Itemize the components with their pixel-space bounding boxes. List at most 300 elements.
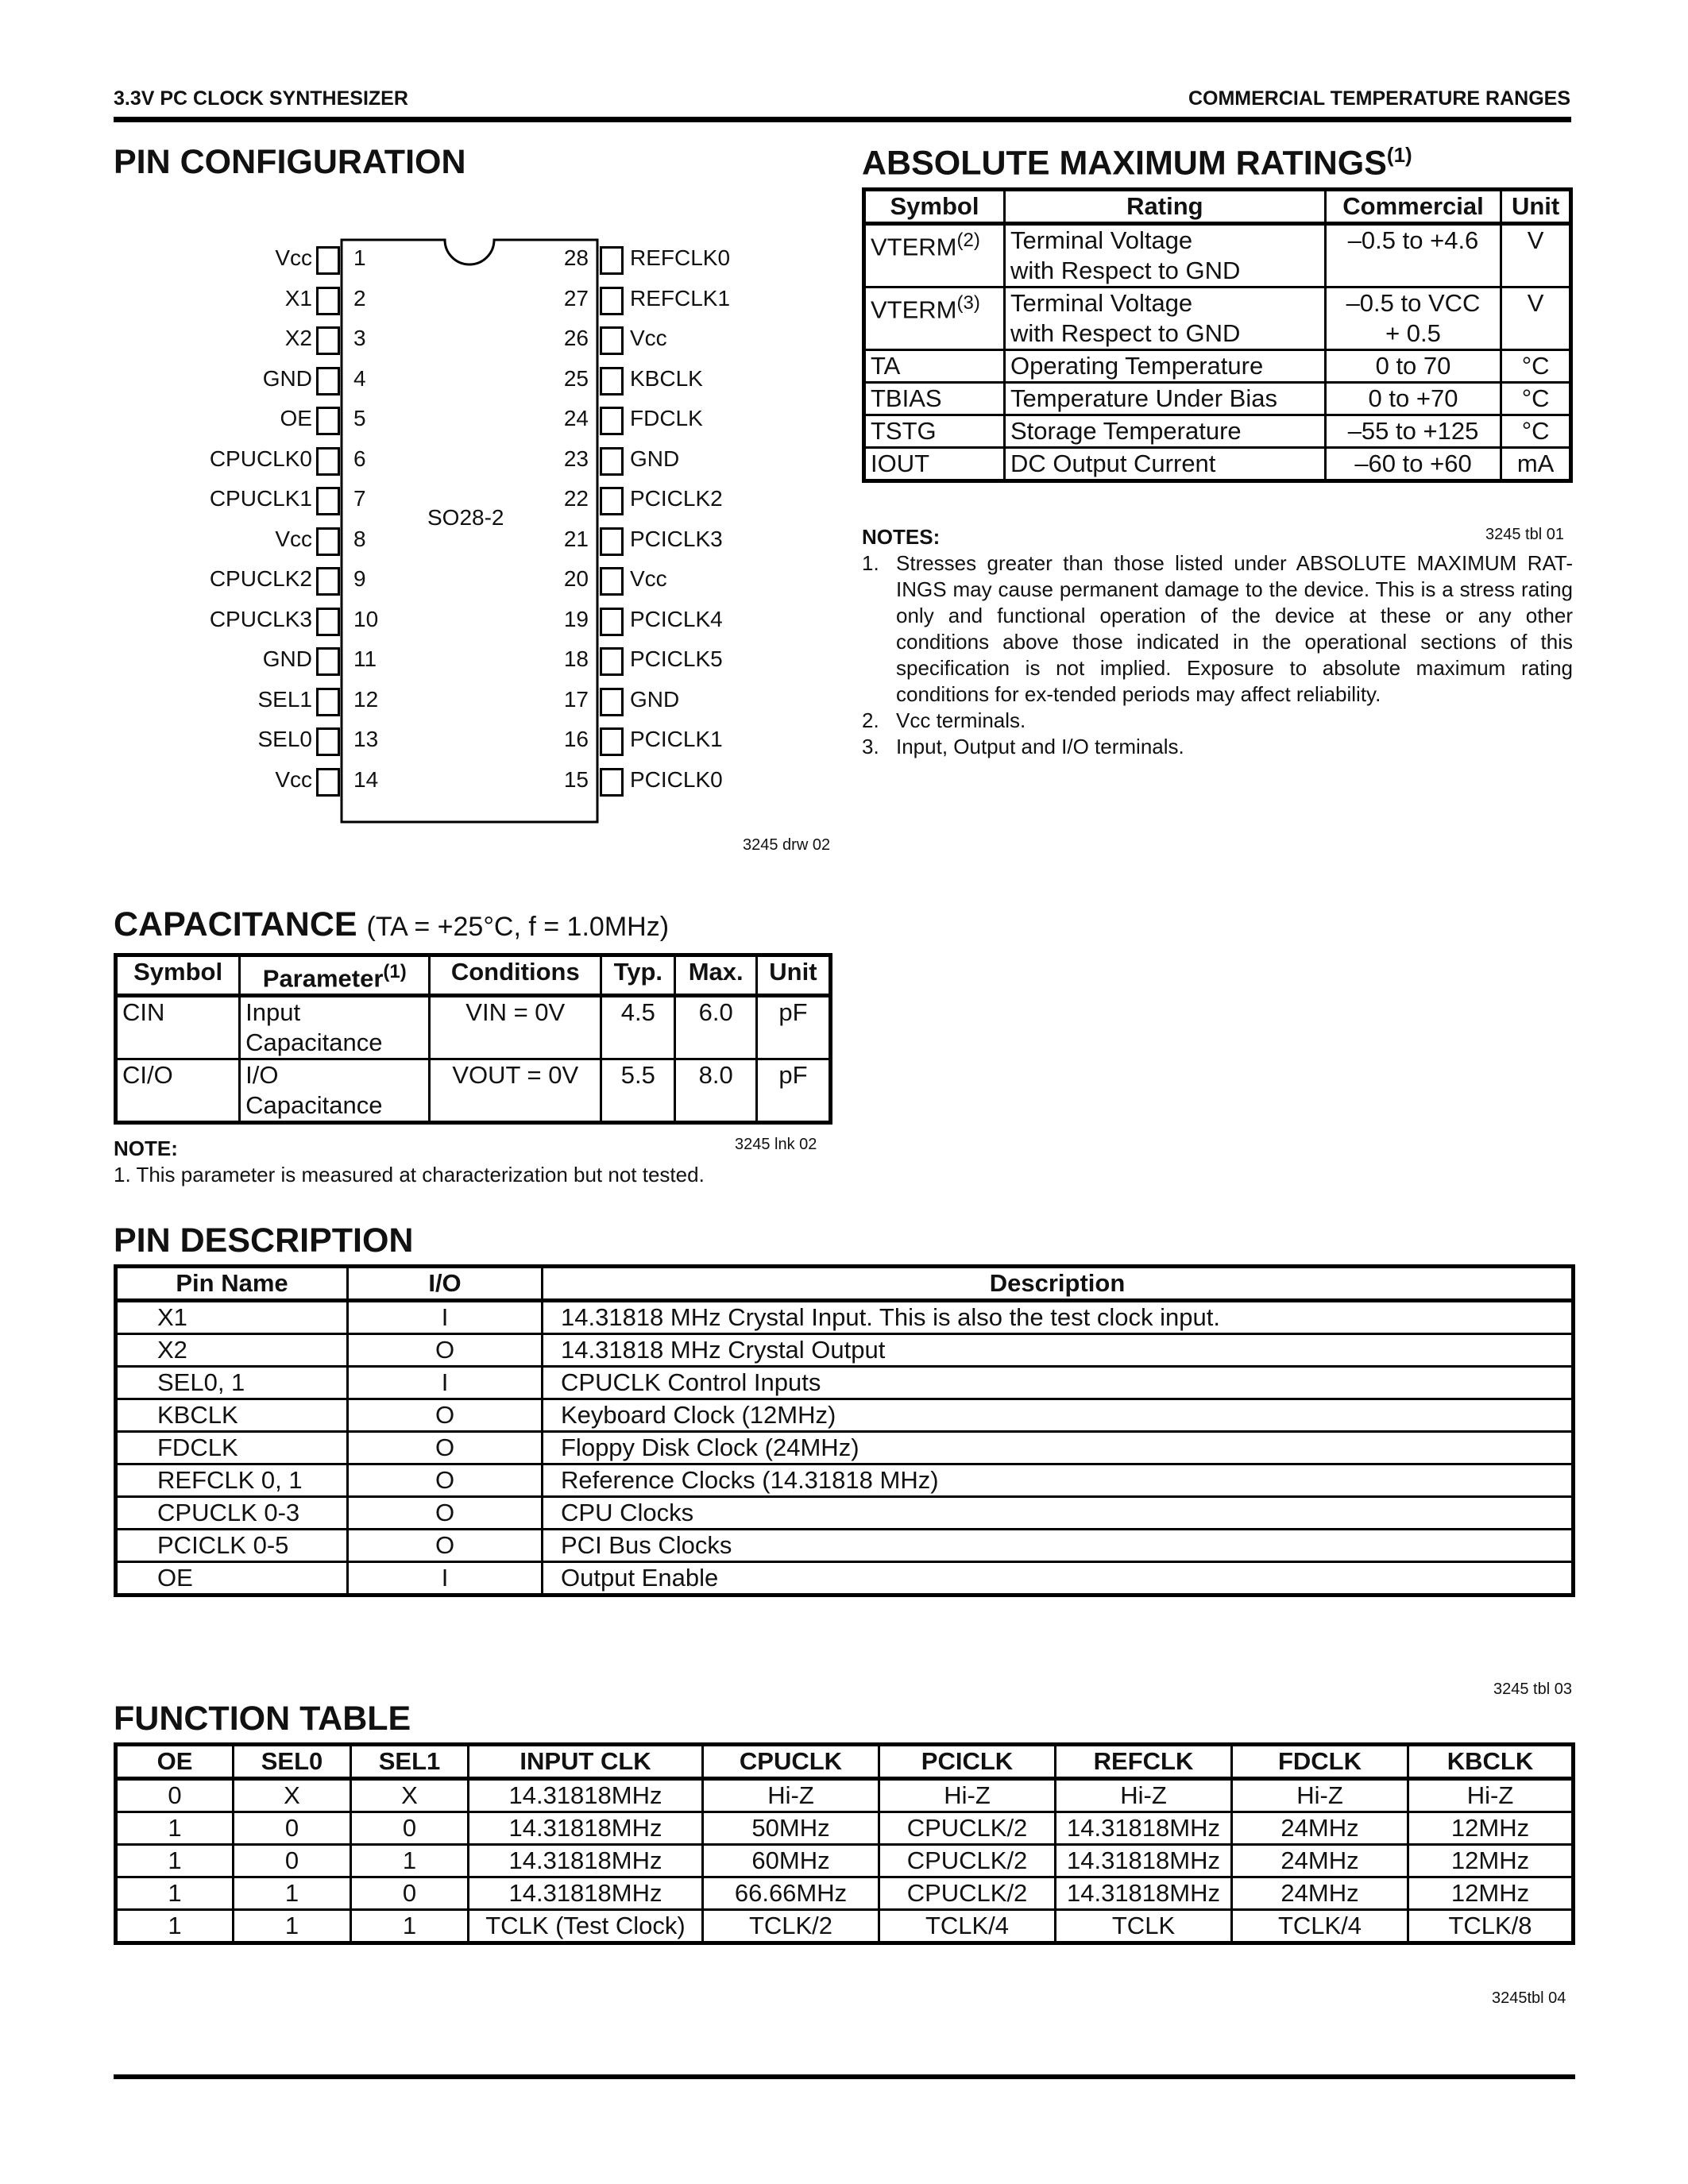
package-label: SO28-2	[427, 505, 504, 530]
pin-name: PCICLK2	[630, 486, 723, 511]
pin-box	[600, 407, 624, 435]
pin-name-cell: PCICLK 0-5	[116, 1530, 348, 1562]
func-cell: 12MHz	[1408, 1845, 1574, 1877]
func-cell: 1	[234, 1877, 351, 1910]
description-cell: Reference Clocks (14.31818 MHz)	[543, 1464, 1574, 1497]
pin-number: 10	[353, 606, 379, 631]
pin-box	[600, 608, 624, 636]
abs-max-table	[862, 187, 1573, 483]
io-cell: I	[348, 1367, 543, 1399]
table-row	[116, 1301, 1574, 1334]
pin-number: 2	[353, 285, 366, 311]
pin-number: 3	[353, 326, 366, 350]
cap-header-text: Unit	[769, 958, 817, 986]
pin-name: CPUCLK1	[209, 486, 312, 511]
func-cell: 1	[234, 1910, 351, 1943]
pin-box	[600, 367, 624, 396]
value: –0.5 to VCC	[1346, 289, 1481, 317]
unit-cell: V	[1501, 224, 1571, 287]
rating: Temperature Under Bias	[1010, 384, 1277, 412]
func-cell: 12MHz	[1408, 1877, 1574, 1910]
symbol-sup: (2)	[956, 230, 980, 251]
abs-max-header: Rating	[1004, 190, 1325, 224]
pin-box	[316, 608, 340, 636]
io-cell: O	[348, 1432, 543, 1464]
param-line2: Capacitance	[245, 1091, 383, 1120]
unit-cell: °C	[1501, 383, 1571, 415]
func-cell: 66.66MHz	[703, 1877, 879, 1910]
func-cell: Hi-Z	[1232, 1779, 1408, 1812]
func-cell: 1	[116, 1877, 234, 1910]
value-cell	[1325, 224, 1501, 287]
pin-box	[316, 246, 340, 275]
symbol-cell	[864, 448, 1005, 481]
func-cell: CPUCLK/2	[879, 1812, 1056, 1845]
table-row	[116, 1399, 1574, 1432]
cap-header	[756, 955, 830, 996]
pin-box	[600, 287, 624, 315]
table-row	[864, 224, 1571, 287]
symbol: TA	[871, 352, 901, 380]
table-row	[116, 1812, 1574, 1845]
header-right: COMMERCIAL TEMPERATURE RANGES	[1188, 87, 1570, 110]
pin-name: PCICLK0	[630, 766, 723, 792]
pin-name-cell: X2	[116, 1334, 348, 1367]
table-row	[864, 350, 1571, 383]
rating: Terminal Voltage	[1010, 289, 1193, 317]
symbol: VTERM	[871, 233, 957, 261]
pin-number: 28	[563, 245, 589, 270]
table-row	[116, 996, 831, 1059]
func-cell: 50MHz	[703, 1812, 879, 1845]
func-cell: 1	[116, 1812, 234, 1845]
func-table	[114, 1742, 1575, 1945]
io-cell: I	[348, 1301, 543, 1334]
pin-number: 12	[353, 686, 379, 712]
table-row	[116, 1845, 1574, 1877]
symbol: VTERM	[871, 295, 957, 324]
table-row	[116, 1910, 1574, 1943]
table-row	[116, 1059, 831, 1123]
note-item	[862, 550, 1573, 708]
rating-line2: with Respect to GND	[1010, 319, 1241, 347]
value: –55 to +125	[1347, 417, 1479, 445]
cap-note-title: NOTE:	[114, 1136, 178, 1160]
func-cell: 24MHz	[1232, 1845, 1408, 1877]
pin-config-title: PIN CONFIGURATION	[114, 143, 466, 181]
pin-name-cell: KBCLK	[116, 1399, 348, 1432]
table-row	[116, 1464, 1574, 1497]
pin-box	[316, 688, 340, 716]
note-number: 2.	[862, 708, 879, 732]
pin-desc-ref: 3245 tbl 03	[1493, 1680, 1572, 1698]
max-cell: 6.0	[675, 996, 756, 1059]
pin-name: FDCLK	[630, 406, 703, 430]
func-cell: CPUCLK/2	[879, 1845, 1056, 1877]
param: I/O	[245, 1061, 279, 1090]
pin-desc-title: PIN DESCRIPTION	[114, 1221, 414, 1260]
pin-name: Vcc	[630, 326, 667, 350]
pin-name: PCICLK3	[630, 526, 723, 551]
pin-name: GND	[262, 646, 312, 671]
value: 0 to +70	[1368, 384, 1458, 412]
rating-cell	[1004, 448, 1325, 481]
symbol: TBIAS	[871, 384, 942, 412]
value-cell	[1325, 287, 1501, 350]
note-number: 1.	[862, 551, 879, 575]
cond-cell: VIN = 0V	[430, 996, 601, 1059]
pin-number: 11	[353, 646, 377, 671]
io-cell: O	[348, 1334, 543, 1367]
note-item	[862, 734, 1573, 760]
description-cell: Floppy Disk Clock (24MHz)	[543, 1432, 1574, 1464]
pin-box	[600, 487, 624, 515]
description-cell: Output Enable	[543, 1562, 1574, 1596]
description-cell: PCI Bus Clocks	[543, 1530, 1574, 1562]
table-row	[116, 1530, 1574, 1562]
cap-header	[601, 955, 675, 996]
func-cell: 14.31818MHz	[469, 1845, 703, 1877]
rating: Storage Temperature	[1010, 417, 1242, 445]
table-row	[864, 415, 1571, 448]
func-cell: 60MHz	[703, 1845, 879, 1877]
pin-name: X2	[284, 326, 312, 350]
table-row	[864, 287, 1571, 350]
pin-name: Vcc	[275, 245, 312, 270]
func-header: INPUT CLK	[469, 1745, 703, 1779]
pin-name: OE	[280, 406, 312, 430]
abs-max-notes	[862, 524, 1573, 760]
table-row	[116, 1562, 1574, 1596]
header-rule	[114, 117, 1571, 122]
func-cell: TCLK (Test Clock)	[469, 1910, 703, 1943]
pin-name-cell: SEL0, 1	[116, 1367, 348, 1399]
table-row	[864, 448, 1571, 481]
rating: Operating Temperature	[1010, 352, 1264, 380]
pin-name-cell: CPUCLK 0-3	[116, 1497, 348, 1530]
pin-number: 19	[563, 606, 589, 631]
pin-box	[316, 326, 340, 355]
func-cell: 24MHz	[1232, 1812, 1408, 1845]
func-table-ref: 3245tbl 04	[1492, 1989, 1566, 2007]
pin-number: 16	[563, 727, 589, 751]
pin-name: CPUCLK0	[209, 446, 312, 471]
func-header: SEL0	[234, 1745, 351, 1779]
func-cell: X	[351, 1779, 469, 1812]
pin-name: KBCLK	[630, 365, 703, 391]
func-cell: Hi-Z	[879, 1779, 1056, 1812]
io-cell: O	[348, 1530, 543, 1562]
table-row	[116, 1497, 1574, 1530]
table-row	[116, 1334, 1574, 1367]
pin-box	[600, 326, 624, 355]
pin-number: 13	[353, 727, 379, 751]
cond-cell: VOUT = 0V	[430, 1059, 601, 1123]
pin-name: PCICLK5	[630, 646, 723, 671]
func-cell: 0	[234, 1812, 351, 1845]
cap-header	[116, 955, 240, 996]
func-cell: Hi-Z	[1056, 1779, 1232, 1812]
notes-title: NOTES:	[862, 525, 941, 549]
cap-header	[675, 955, 756, 996]
pin-number: 27	[563, 285, 589, 311]
pin-box	[600, 246, 624, 275]
pin-name: GND	[262, 365, 312, 391]
value-line2: + 0.5	[1385, 319, 1441, 347]
rating: DC Output Current	[1010, 450, 1216, 477]
value: 0 to 70	[1375, 352, 1451, 380]
pin-number: 15	[563, 766, 589, 792]
pin-desc-header: Description	[543, 1267, 1574, 1301]
pin-name: Vcc	[275, 526, 312, 551]
description-cell: CPU Clocks	[543, 1497, 1574, 1530]
func-cell: TCLK/4	[1232, 1910, 1408, 1943]
func-cell: TCLK/8	[1408, 1910, 1574, 1943]
func-cell: 0	[351, 1812, 469, 1845]
func-cell: 1	[351, 1845, 469, 1877]
value-cell	[1325, 448, 1501, 481]
param-cell	[240, 1059, 430, 1123]
func-cell: 12MHz	[1408, 1812, 1574, 1845]
unit-cell: mA	[1501, 448, 1571, 481]
func-cell: TCLK	[1056, 1910, 1232, 1943]
pin-box	[600, 647, 624, 676]
func-cell: Hi-Z	[703, 1779, 879, 1812]
pin-box	[316, 367, 340, 396]
rating-cell	[1004, 287, 1325, 350]
pin-box	[316, 768, 340, 797]
cap-note-text: 1. This parameter is measured at characterization but not tested.	[114, 1163, 705, 1187]
pin-number: 14	[353, 766, 379, 792]
func-cell: 1	[116, 1845, 234, 1877]
description-cell: 14.31818 MHz Crystal Input. This is also the test clock input.	[543, 1301, 1574, 1334]
symbol-cell	[864, 224, 1005, 287]
table-row	[864, 383, 1571, 415]
func-header: KBCLK	[1408, 1745, 1574, 1779]
func-cell: X	[234, 1779, 351, 1812]
pin-name: PCICLK1	[630, 727, 723, 751]
typ-cell: 4.5	[601, 996, 675, 1059]
func-cell: 14.31818MHz	[1056, 1845, 1232, 1877]
pin-box	[600, 727, 624, 756]
description-cell: CPUCLK Control Inputs	[543, 1367, 1574, 1399]
io-cell: O	[348, 1464, 543, 1497]
unit-cell: °C	[1501, 415, 1571, 448]
func-header: OE	[116, 1745, 234, 1779]
pin-box	[600, 527, 624, 556]
value-cell	[1325, 383, 1501, 415]
symbol-cell	[864, 350, 1005, 383]
pin-number: 9	[353, 566, 366, 591]
pin-name-cell: REFCLK 0, 1	[116, 1464, 348, 1497]
pin-desc-header: I/O	[348, 1267, 543, 1301]
pin-name-cell: X1	[116, 1301, 348, 1334]
func-header: SEL1	[351, 1745, 469, 1779]
pin-number: 23	[563, 446, 589, 471]
param-cell	[240, 996, 430, 1059]
note-text: Stresses greater than those listed under ABSOLUTE MAXIMUM RAT-INGS may cause permanent damage to the device. This is a stress rating only and functional operation of the device at these or any other conditions above those indicated in the operational sections of this specification is not implied. Exposure to absolute maximum rating conditions for ex-tended periods may affect reliability.	[896, 551, 1573, 706]
pin-number: 17	[563, 686, 589, 712]
table-row	[116, 1779, 1574, 1812]
func-cell: 14.31818MHz	[469, 1877, 703, 1910]
capacitance-table	[114, 953, 832, 1125]
func-header: PCICLK	[879, 1745, 1056, 1779]
unit-cell: pF	[756, 1059, 830, 1123]
func-cell: 14.31818MHz	[1056, 1877, 1232, 1910]
func-cell: TCLK/4	[879, 1910, 1056, 1943]
func-cell: CPUCLK/2	[879, 1877, 1056, 1910]
func-header: FDCLK	[1232, 1745, 1408, 1779]
symbol-cell	[864, 415, 1005, 448]
header-left: 3.3V PC CLOCK SYNTHESIZER	[114, 87, 408, 110]
description-cell: 14.31818 MHz Crystal Output	[543, 1334, 1574, 1367]
symbol-cell: CI/O	[116, 1059, 240, 1123]
capacitance-title: CAPACITANCE (TA = +25°C, f = 1.0MHz)	[114, 905, 670, 943]
description-cell: Keyboard Clock (12MHz)	[543, 1399, 1574, 1432]
func-header: CPUCLK	[703, 1745, 879, 1779]
unit-cell: pF	[756, 996, 830, 1059]
pin-name: Vcc	[275, 766, 312, 792]
pin-box	[316, 287, 340, 315]
pin-config-ref: 3245 drw 02	[743, 836, 831, 854]
note-text: Vcc terminals.	[896, 708, 1026, 732]
pin-box	[316, 647, 340, 676]
pin-name: GND	[630, 686, 680, 712]
pin-number: 4	[353, 365, 366, 391]
func-cell: 0	[234, 1845, 351, 1877]
func-cell: 14.31818MHz	[469, 1779, 703, 1812]
cap-header-text: Symbol	[133, 958, 223, 986]
func-cell: 1	[116, 1910, 234, 1943]
pin-number: 5	[353, 406, 366, 430]
rating-cell	[1004, 415, 1325, 448]
rating: Terminal Voltage	[1010, 226, 1193, 254]
pin-box	[316, 727, 340, 756]
pin-name: REFCLK0	[630, 245, 731, 270]
param-line2: Capacitance	[245, 1028, 383, 1057]
cap-header-text: Typ.	[613, 958, 663, 986]
pin-name: X1	[284, 285, 312, 311]
abs-max-header: Unit	[1501, 190, 1571, 224]
rating-cell	[1004, 224, 1325, 287]
symbol-cell: CIN	[116, 996, 240, 1059]
abs-max-header: Commercial	[1325, 190, 1501, 224]
value-cell	[1325, 350, 1501, 383]
pin-name: CPUCLK2	[209, 566, 312, 591]
table-row	[116, 1367, 1574, 1399]
capacitance-ref: 3245 lnk 02	[735, 1136, 817, 1153]
func-cell: 24MHz	[1232, 1877, 1408, 1910]
note-text: Input, Output and I/O terminals.	[896, 735, 1184, 758]
capacitance-notes	[114, 1136, 832, 1188]
cap-header	[240, 955, 430, 996]
pin-name: CPUCLK3	[209, 606, 312, 631]
typ-cell: 5.5	[601, 1059, 675, 1123]
pin-number: 24	[563, 406, 589, 430]
pin-name: PCICLK4	[630, 606, 723, 631]
func-header: REFCLK	[1056, 1745, 1232, 1779]
cap-header-text: Parameter	[262, 964, 384, 993]
pin-name-cell: OE	[116, 1562, 348, 1596]
pin-number: 1	[353, 245, 366, 270]
abs-max-title: ABSOLUTE MAXIMUM RATINGS$^{(1)}$	[862, 143, 1412, 183]
rating-cell	[1004, 350, 1325, 383]
pin-name-cell: FDCLK	[116, 1432, 348, 1464]
pin-desc-table	[114, 1264, 1575, 1597]
pin-box	[316, 447, 340, 476]
pin-name: REFCLK1	[630, 285, 731, 311]
pin-box	[316, 407, 340, 435]
pin-number: 26	[563, 326, 589, 350]
pin-number: 8	[353, 526, 366, 551]
table-row	[116, 1877, 1574, 1910]
symbol: TSTG	[871, 417, 937, 445]
pin-box	[600, 768, 624, 797]
symbol-sup: (3)	[956, 292, 980, 314]
pin-box	[316, 567, 340, 596]
pin-desc-header: Pin Name	[116, 1267, 348, 1301]
pin-name: SEL1	[257, 686, 312, 712]
symbol: IOUT	[871, 450, 930, 477]
unit-cell: V	[1501, 287, 1571, 350]
func-cell: 1	[351, 1910, 469, 1943]
value: –0.5 to +4.6	[1347, 226, 1479, 254]
value-cell	[1325, 415, 1501, 448]
pin-name: GND	[630, 446, 680, 471]
pin-diagram	[114, 230, 829, 834]
symbol-cell	[864, 383, 1005, 415]
func-cell: 14.31818MHz	[469, 1812, 703, 1845]
pin-number: 20	[563, 566, 589, 591]
pin-number: 7	[353, 486, 366, 511]
param: Input	[245, 998, 301, 1027]
pin-number: 22	[563, 486, 589, 511]
func-cell: Hi-Z	[1408, 1779, 1574, 1812]
pin-number: 18	[563, 646, 589, 671]
pin-box	[600, 447, 624, 476]
io-cell: O	[348, 1497, 543, 1530]
io-cell: I	[348, 1562, 543, 1596]
unit-cell: °C	[1501, 350, 1571, 383]
rating-line2: with Respect to GND	[1010, 257, 1241, 284]
pin-name: Vcc	[630, 566, 667, 591]
max-cell: 8.0	[675, 1059, 756, 1123]
value: –60 to +60	[1354, 450, 1472, 477]
func-cell: 0	[351, 1877, 469, 1910]
table-row	[116, 1432, 1574, 1464]
pin-box	[316, 487, 340, 515]
capacitance-subtitle: (TA = +25°C, f = 1.0MHz)	[366, 912, 670, 942]
func-cell: 0	[116, 1779, 234, 1812]
abs-max-header: Symbol	[864, 190, 1005, 224]
pin-box	[600, 567, 624, 596]
cap-header-sup: (1)	[383, 961, 407, 982]
pin-name: SEL0	[257, 727, 312, 751]
pin-box	[316, 527, 340, 556]
cap-header-text: Conditions	[450, 958, 580, 986]
pin-box	[600, 688, 624, 716]
cap-header-text: Max.	[688, 958, 744, 986]
pin-number: 21	[563, 526, 589, 551]
func-cell: TCLK/2	[703, 1910, 879, 1943]
cap-header	[430, 955, 601, 996]
func-table-title: FUNCTION TABLE	[114, 1700, 411, 1738]
func-cell: 14.31818MHz	[1056, 1812, 1232, 1845]
io-cell: O	[348, 1399, 543, 1432]
pin-number: 25	[563, 365, 589, 391]
note-number: 3.	[862, 735, 879, 758]
abs-max-ref: 3245 tbl 01	[1485, 526, 1564, 543]
